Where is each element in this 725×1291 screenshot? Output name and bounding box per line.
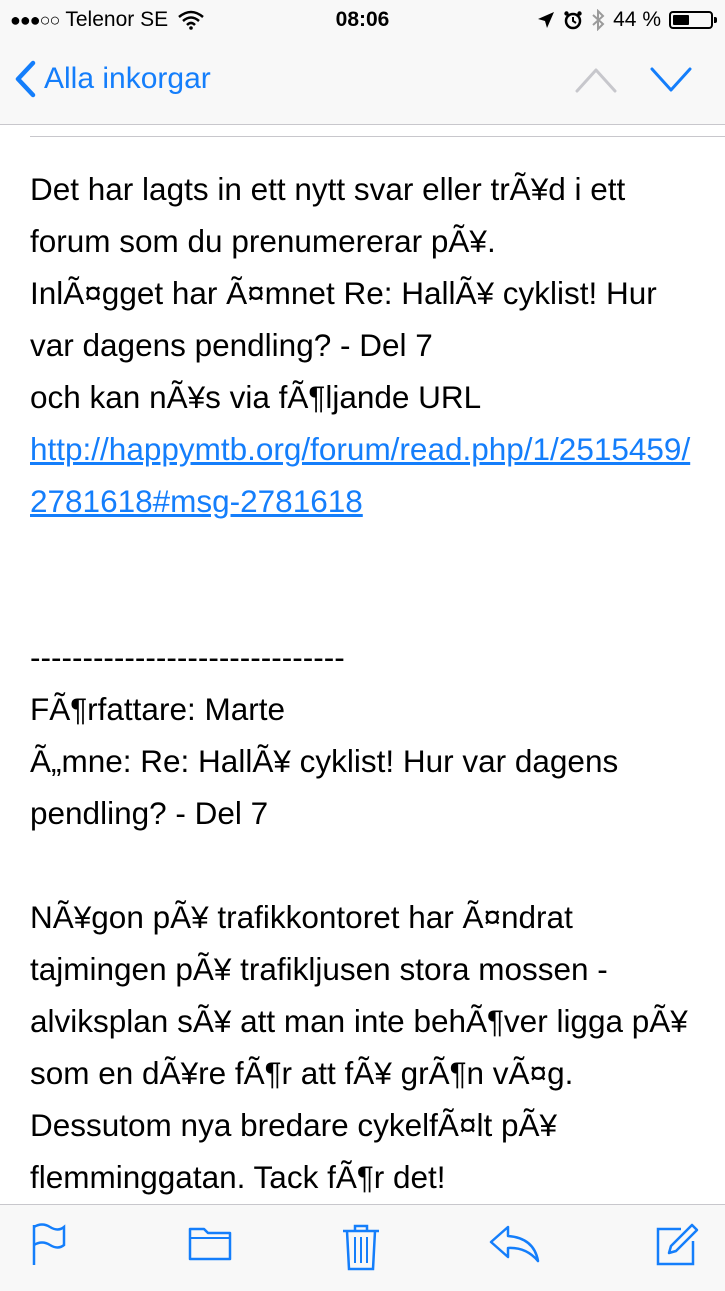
flag-icon[interactable]	[30, 1223, 66, 1267]
forum-link[interactable]: http://happymtb.org/forum/read.php/1/2515459/2781618#msg-2781618	[30, 431, 691, 519]
next-message-icon[interactable]	[650, 66, 692, 94]
previous-message-icon[interactable]	[575, 66, 617, 94]
alarm-icon	[563, 10, 583, 30]
post-body: NÃ¥gon pÃ¥ trafikkontoret har Ã¤ndrat tajmingen pÃ¥ trafikljusen stora mossen - alviksplan sÃ¥ att man inte behÃ¶ver ligga pÃ¥ som en dÃ¥re fÃ¶r att fÃ¥ grÃ¶n vÃ¤g. Dessutom nya bredare cykelfÃ¤lt pÃ¥ flemminggatan. Tack fÃ¶r det!	[30, 899, 697, 1195]
folder-icon[interactable]	[188, 1223, 232, 1263]
location-arrow-icon	[537, 11, 555, 29]
divider	[30, 136, 725, 137]
author-line: FÃ¶rfattare: Marte	[30, 691, 285, 727]
carrier-name: Telenor SE	[65, 8, 169, 31]
intro-text: Det har lagts in ett nytt svar eller trÃ¥d i ett forum som du prenumererar pÃ¥. InlÃ¤gget har Ã¤mnet Re: HallÃ¥ cyklist! Hur var dagens pendling? - Del 7 och kan nÃ¥s via fÃ¶ljande URL	[30, 171, 657, 415]
bluetooth-icon	[591, 9, 605, 31]
message-content[interactable]	[0, 125, 725, 1204]
signal-strength: ●●●○○	[10, 9, 60, 30]
status-bar	[0, 0, 725, 44]
back-button[interactable]	[14, 60, 211, 98]
navigation-bar	[0, 44, 725, 125]
back-button-label: Alla inkorgar	[44, 62, 211, 95]
clock: 08:06	[335, 8, 390, 31]
battery-icon	[669, 11, 713, 29]
trash-icon[interactable]	[342, 1223, 380, 1271]
subject-line: Ã„mne: Re: HallÃ¥ cyklist! Hur var dagens pendling? - Del 7	[30, 743, 627, 831]
message-body	[30, 163, 705, 1203]
bottom-toolbar	[0, 1204, 725, 1291]
compose-icon[interactable]	[655, 1223, 699, 1267]
reply-icon[interactable]	[488, 1223, 540, 1263]
battery-percent: 44 %	[613, 8, 661, 31]
chevron-left-icon	[14, 60, 36, 98]
separator-line: ------------------------------	[30, 639, 345, 675]
